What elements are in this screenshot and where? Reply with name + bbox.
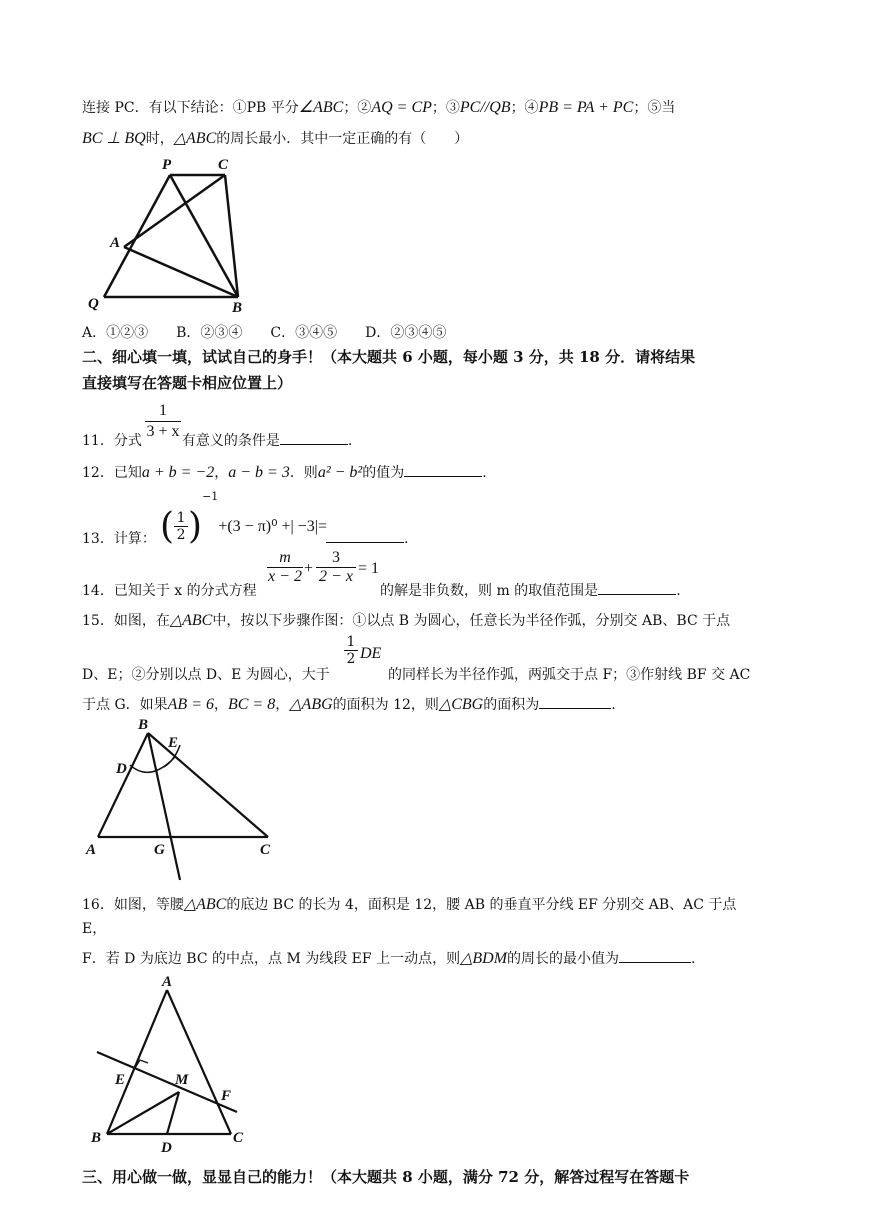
paren-right: ) <box>188 505 203 547</box>
q16-line1 <box>82 894 736 914</box>
q12-text: 的值为 <box>362 465 405 481</box>
triangle-abc: △ABC <box>169 612 213 629</box>
answer-blank <box>539 694 611 709</box>
answer-blank <box>619 948 691 963</box>
label-c: C <box>233 1130 244 1146</box>
equals-one: = 1 <box>358 560 380 577</box>
q15-text: D、E；②分别以点 D、E 为圆心，大于 <box>82 667 330 683</box>
triangle-cbg: △CBG <box>438 696 484 713</box>
period: . <box>482 465 487 481</box>
text: 的周长最小．其中一定正确的有（ ） <box>216 131 469 147</box>
q11-number: 11．分式 <box>82 433 142 449</box>
sep: ；④ <box>510 100 539 116</box>
q16-line3 <box>82 948 696 968</box>
q13-answer <box>326 528 408 547</box>
label-d: D <box>161 1140 172 1156</box>
sep: ；③ <box>431 100 460 116</box>
answer-blank <box>598 580 676 595</box>
f1-numerator: m <box>279 549 291 566</box>
q16-text: 16．如图，等腰 <box>82 897 184 913</box>
formula-a-plus-b: a + b = −2 <box>141 464 215 481</box>
formula-a-minus-b: a − b = 3 <box>228 464 290 481</box>
label-c: C <box>218 157 229 173</box>
q11-numerator: 1 <box>159 402 167 419</box>
q16-line2: E， <box>82 921 107 937</box>
section2-heading-line2: 直接填写在答题卡相应位置上） <box>82 374 293 392</box>
q15-half-fraction <box>344 634 358 667</box>
formula-aq-cp: AQ = CP <box>371 99 432 116</box>
q16-text: 的底边 BC 的长为 4，面积是 12，腰 AB 的垂直平分线 EF 分别交 AB、AC 于点 <box>226 897 737 913</box>
q15-text: 的面积为 <box>483 697 540 713</box>
sep: ；⑤当 <box>633 100 676 116</box>
q13-formula: +(3 − π)⁰ +| −3|= <box>218 518 327 535</box>
segment-de: DE <box>360 645 382 662</box>
label-g: G <box>154 842 165 858</box>
triangle-abc: △ABC <box>183 896 227 913</box>
q14-text: 的解是非负数，则 m 的取值范围是 <box>380 583 599 599</box>
paren-left: ( <box>160 505 175 547</box>
q11-text: 有意义的条件是 <box>181 433 280 449</box>
exponent: −1 <box>202 490 219 503</box>
q15-text: 的同样长为半径作弧，两弧交于点 F；③作射线 BF 交 AC <box>388 667 751 683</box>
q10-figure <box>80 155 270 315</box>
q13-line <box>82 528 156 548</box>
angle-abc: ∠ABC <box>298 99 344 116</box>
q11-denominator: 3 + x <box>146 423 180 440</box>
answer-blank <box>404 462 482 477</box>
f1-denominator: x − 2 <box>268 568 302 585</box>
label-a: A <box>110 235 121 251</box>
formula-ab: AB = 6 <box>167 696 214 713</box>
q15-text: 中，按以下步骤作图：①以点 B 为圆心，任意长为半径作弧，分别交 AB、BC 于点 <box>212 613 731 629</box>
answer-blank <box>326 528 404 543</box>
q15-figure <box>80 715 290 885</box>
sep: ， <box>214 465 229 481</box>
q15-text: 的面积为 12，则 <box>332 697 439 713</box>
text: 时， <box>145 131 174 147</box>
fraction-bar <box>145 421 181 422</box>
q11-line <box>82 430 352 450</box>
formula-pc-qb: PC//QB <box>459 99 511 116</box>
q16-text: F．若 D 为底边 BC 的中点，点 M 为线段 EF 上一动点，则 <box>82 951 461 967</box>
q14-fraction1 <box>267 549 303 586</box>
label-d: D <box>116 761 127 777</box>
period: . <box>691 951 696 967</box>
section2-heading-line1: 二、细心填一填，试试自己的身手！（本大题共 6 小题，每小题 3 分，共 18 分．请将结果 <box>82 348 696 366</box>
triangle-abc: △ABC <box>173 130 217 147</box>
q14-fraction2 <box>316 549 356 586</box>
label-a: A <box>86 842 97 858</box>
formula-bc-bq: BC ⊥ BQ <box>82 130 146 147</box>
q15-line2-tail <box>388 664 750 684</box>
triangle-abg: △ABG <box>289 696 333 713</box>
q15-text: 于点 G．如果 <box>82 697 168 713</box>
q14-line-tail <box>380 580 681 600</box>
period: . <box>404 531 409 547</box>
q15-text: 15．如图，在 <box>82 613 170 629</box>
q10-line2 <box>82 128 468 148</box>
q16-text: 的周长的最小值为 <box>507 951 620 967</box>
half-numerator: 1 <box>176 509 186 526</box>
q15-line3 <box>82 694 616 714</box>
q14-text: 14．已知关于 x 的分式方程 <box>82 583 257 599</box>
half-numerator: 1 <box>346 634 356 650</box>
section3-heading: 三、用心做一做，显显自己的能力！（本大题共 8 小题，满分 72 分，解答过程写在答题卡 <box>82 1168 690 1186</box>
label-f: F <box>221 1088 232 1104</box>
label-a: A <box>162 974 173 990</box>
period: . <box>611 697 616 713</box>
triangle-bdm: △BDM <box>460 950 508 967</box>
label-q: Q <box>88 296 99 312</box>
label-e: E <box>168 735 179 751</box>
formula-a2-b2: a² − b² <box>317 464 363 481</box>
q14-line <box>82 580 257 600</box>
half-denominator: 2 <box>174 526 188 543</box>
answer-blank <box>280 430 348 445</box>
formula-bc: BC = 8 <box>227 696 276 713</box>
f2-denominator: 2 − x <box>319 568 353 585</box>
label-b: B <box>91 1130 102 1146</box>
q15-line1 <box>82 610 730 630</box>
label-p: P <box>162 157 172 173</box>
q12-line <box>82 462 487 482</box>
q13-expression <box>160 490 327 547</box>
q13-label: 13．计算： <box>82 531 156 547</box>
label-c: C <box>260 842 271 858</box>
period: . <box>676 583 681 599</box>
sep: ．则 <box>289 465 318 481</box>
sep: ；② <box>343 100 372 116</box>
label-b: B <box>232 300 243 315</box>
q10-line1 <box>82 97 675 117</box>
q13-half <box>174 510 188 543</box>
sep: ， <box>213 697 228 713</box>
formula-pb-pa-pc: PB = PA + PC <box>538 99 634 116</box>
half-denominator: 2 <box>344 650 358 667</box>
label-e: E <box>115 1072 126 1088</box>
f2-numerator: 3 <box>332 549 340 566</box>
label-m: M <box>175 1072 189 1088</box>
sep: ， <box>275 697 290 713</box>
q16-figure <box>85 972 265 1157</box>
q15-line2 <box>82 664 330 684</box>
period: . <box>347 433 353 449</box>
q12-text: 12．已知 <box>82 465 142 481</box>
label-b: B <box>138 717 149 733</box>
q10-choices: A．①②③ B．②③④ C．③④⑤ D．②③④⑤ <box>82 325 447 341</box>
q10-text: 连接 PC．有以下结论：①PB 平分 <box>82 100 299 116</box>
plus-sign: + <box>304 560 314 577</box>
